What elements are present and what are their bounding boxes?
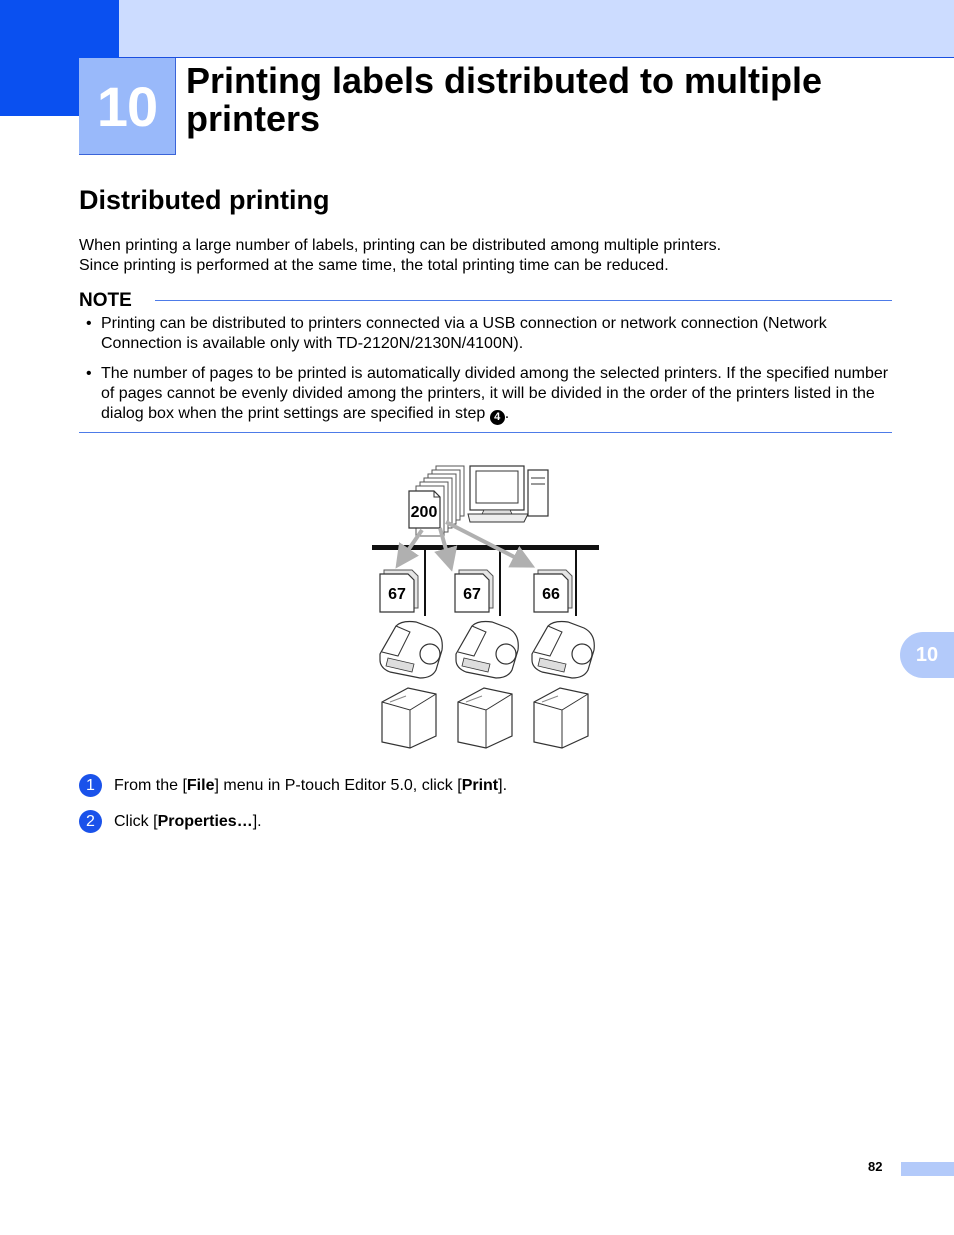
- distribution-arrow-icon: [446, 522, 528, 564]
- page-number: 82: [868, 1159, 883, 1174]
- label-printer-icon: [456, 622, 518, 679]
- note-rule: [155, 300, 892, 301]
- bullet-icon: •: [86, 315, 92, 332]
- note-text-end: .: [504, 405, 510, 422]
- network-line: [372, 545, 599, 550]
- menu-name-file: File: [186, 776, 215, 794]
- step-number-badge: 2: [79, 810, 102, 833]
- footer-bar: [901, 1162, 954, 1176]
- button-name-properties: Properties…: [157, 812, 253, 830]
- distributed-printing-diagram: [366, 458, 606, 756]
- chapter-number: 10: [96, 74, 158, 138]
- intro-line: When printing a large number of labels, printing can be distributed among multiple printers.: [79, 237, 722, 254]
- split-page-count: 67: [463, 586, 481, 603]
- chapter-title: Printing labels distributed to multiple printers: [186, 60, 823, 139]
- desktop-printer-icon: [382, 688, 436, 748]
- note-heading: NOTE: [79, 290, 132, 311]
- intro-line: Since printing is performed at the same time, the total printing time can be reduced.: [79, 257, 669, 274]
- section-title: Distributed printing: [79, 185, 330, 215]
- note-rule: [79, 432, 892, 433]
- total-page-count: 200: [410, 504, 438, 521]
- note-item: [79, 314, 892, 354]
- computer-icon: [468, 466, 548, 522]
- chapter-number-box: [79, 58, 176, 155]
- label-printer-icon: [380, 622, 442, 679]
- note-text: Printing can be distributed to printers connected via a USB connection or network connection (Network Connection is available only with TD-2120N/2130N/4100N).: [101, 315, 827, 352]
- step-2: [79, 810, 262, 833]
- desktop-printer-icon: [458, 688, 512, 748]
- step-1: [79, 774, 507, 797]
- note-item: [79, 364, 892, 425]
- desktop-printer-icon: [534, 688, 588, 748]
- step-text: From the [File] menu in P-touch Editor 5.0, click [Print].: [114, 776, 508, 794]
- header-rule: [119, 57, 954, 58]
- header-band: [0, 0, 954, 58]
- step-number-badge: 1: [79, 774, 102, 797]
- bullet-icon: •: [86, 365, 92, 382]
- note-list: [79, 314, 892, 435]
- chapter-side-tab[interactable]: 10: [900, 632, 954, 678]
- note-text: The number of pages to be printed is automatically divided among the selected printers. If the specified number of pages cannot be evenly divided among the printers, it will be divided in the order of the printers listed in the dialog box when the print settings are specified in step: [101, 365, 889, 422]
- step-text: Click [Properties…].: [114, 812, 262, 830]
- step-reference-badge[interactable]: 4: [490, 410, 505, 425]
- split-page-count: 67: [388, 586, 406, 603]
- menu-name-print: Print: [461, 776, 499, 794]
- label-printer-icon: [532, 622, 594, 679]
- split-page-count: 66: [542, 586, 560, 603]
- intro-text: [79, 236, 899, 276]
